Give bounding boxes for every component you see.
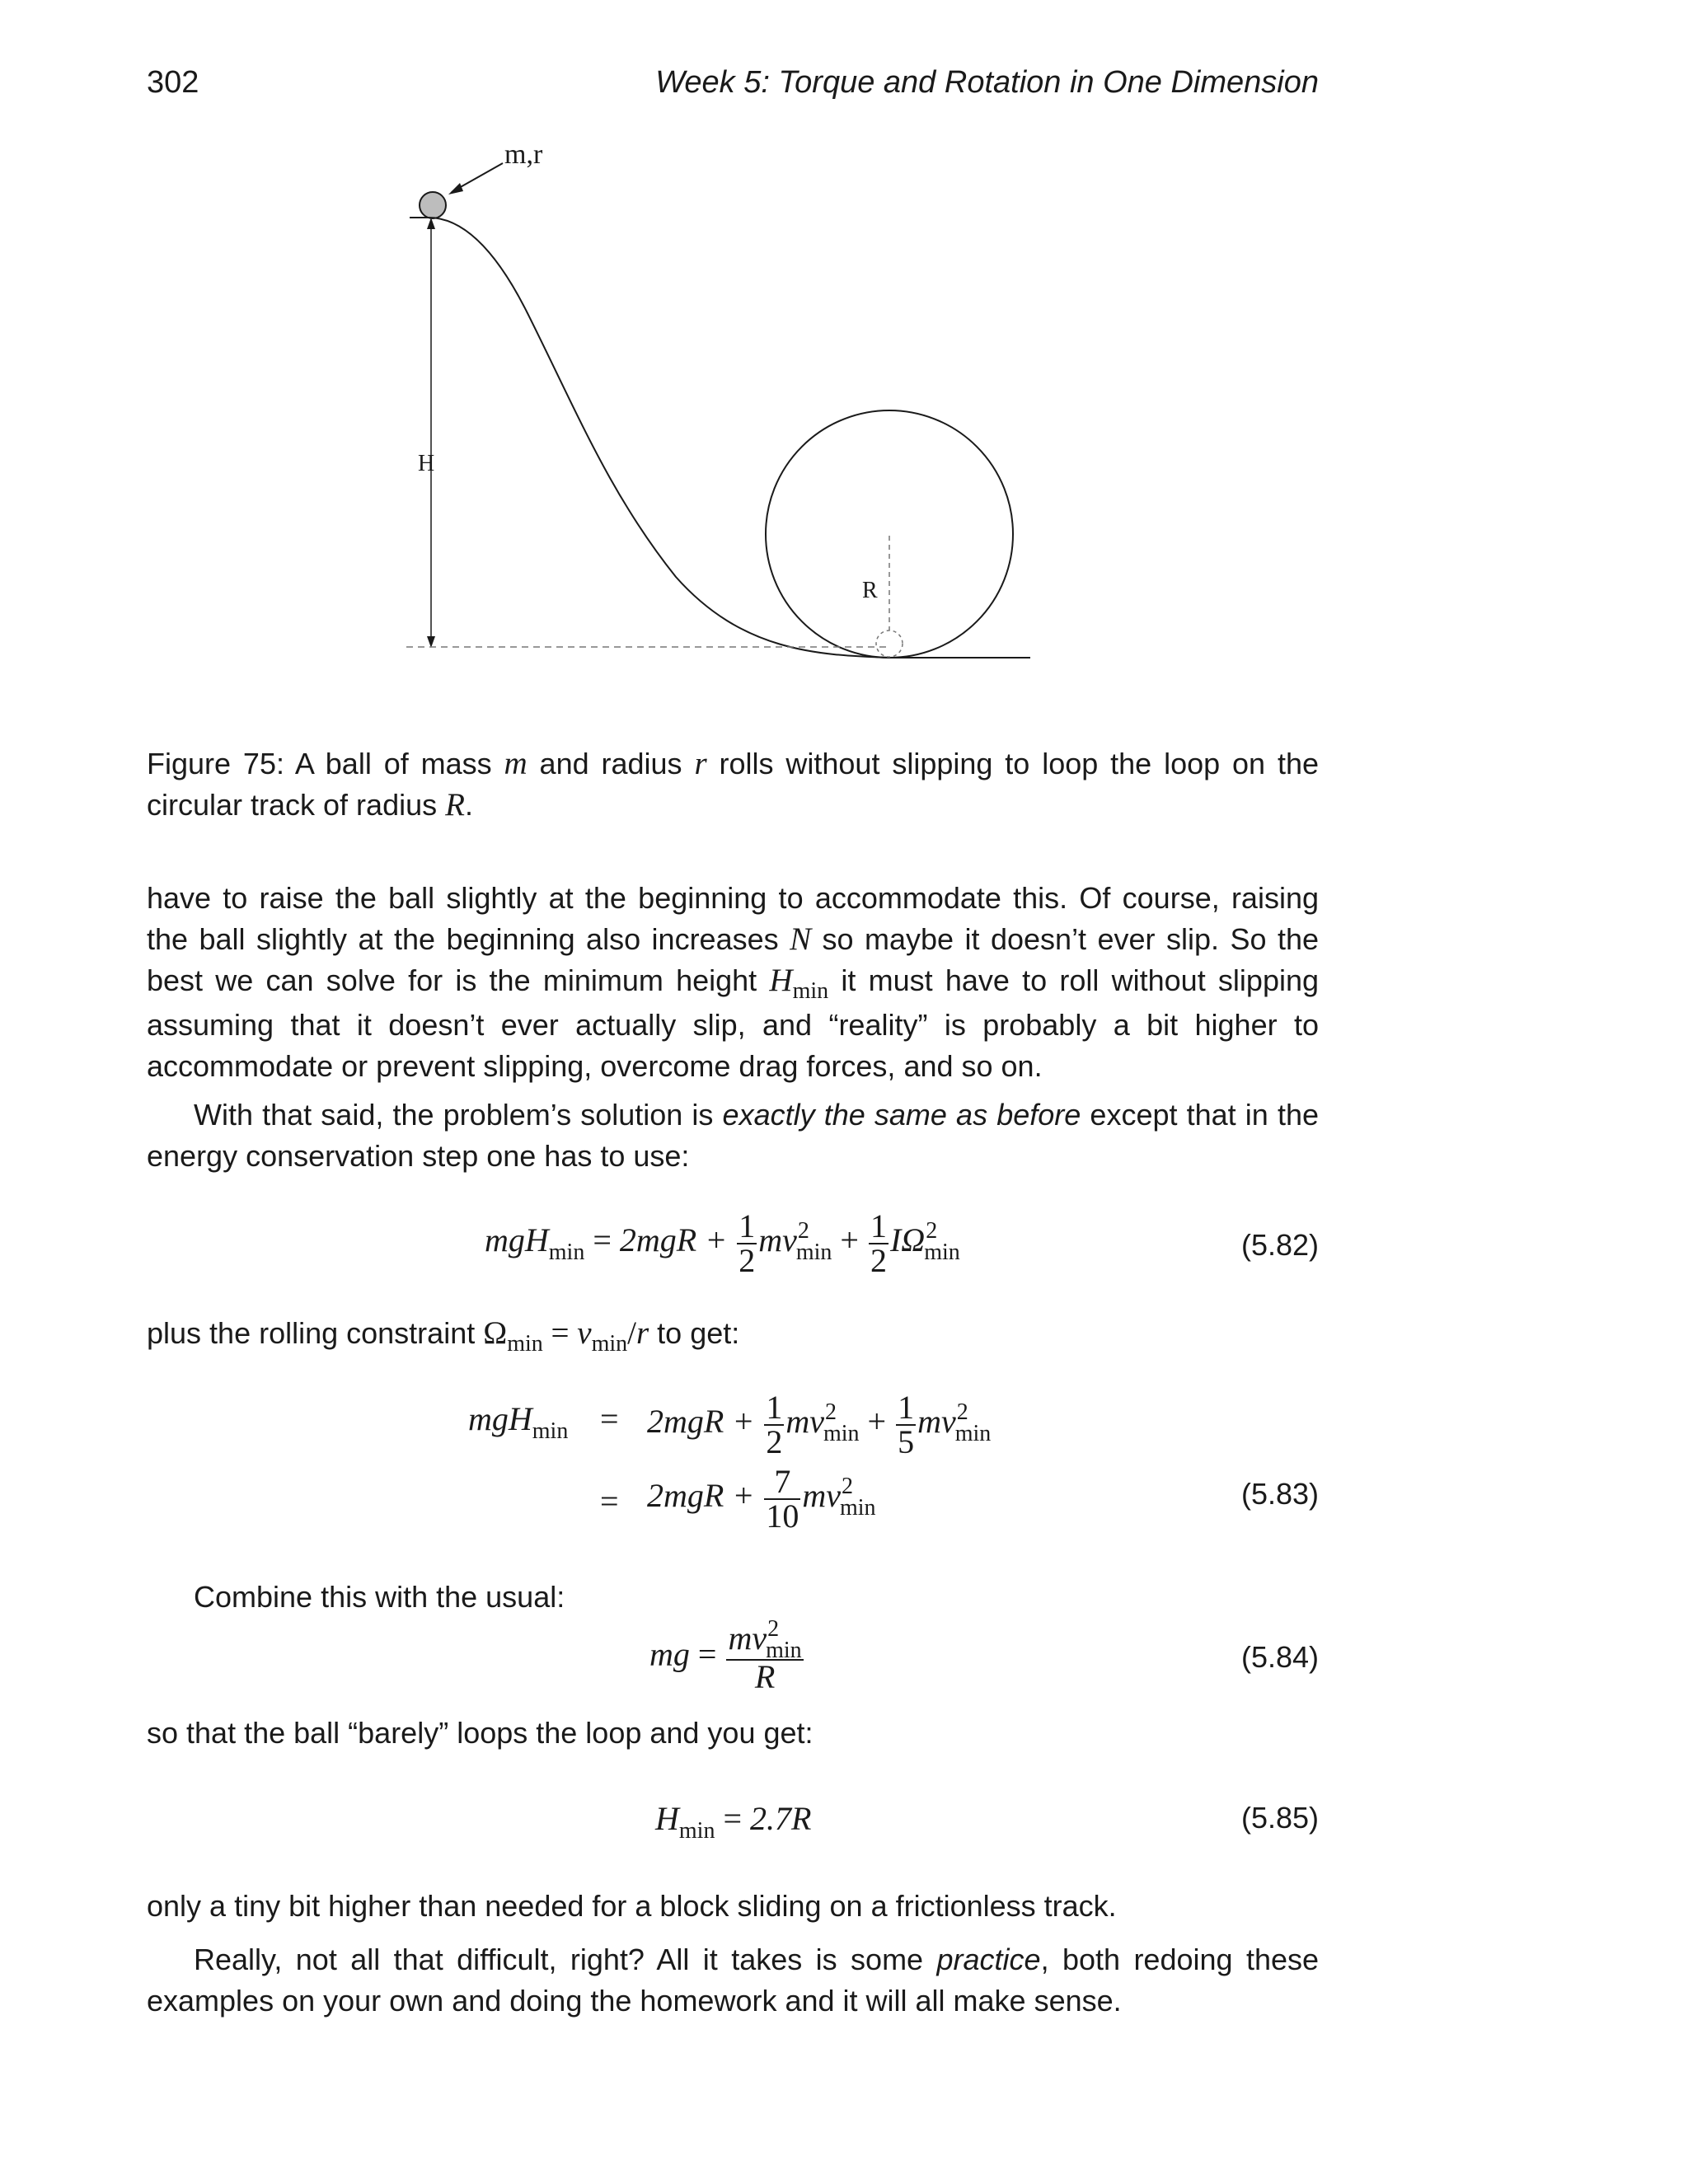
ball <box>420 192 446 218</box>
fraction-half: $\frac{1}{2}$ <box>738 1207 756 1279</box>
page-number: 302 <box>147 65 199 100</box>
equation-5-83-row1: 2mgR + $\frac{1}{2}$ $mv^2_{min}$ + $\frac{1}{5}$ $mv^2_{min}$ <box>647 1389 992 1460</box>
paragraph-6: only a tiny bit higher than needed for a block sliding on a frictionless track. <box>147 1889 1117 1923</box>
label-loop-radius: R <box>862 578 878 603</box>
equation-5-83-lhs: mgH$_{min}$ <box>468 1400 569 1444</box>
equation-number-5-82: (5.82) <box>1240 1228 1319 1262</box>
label-mass-radius: m,r <box>504 139 543 170</box>
equation-number-5-84: (5.84) <box>1240 1640 1319 1674</box>
equation-5-83-row2: 2mgR + $\frac{7}{10}$ $mv^2_{min}$ <box>647 1463 876 1535</box>
height-arrow-head-top <box>427 218 435 229</box>
paragraph-7: Really, not all that difficult, right? All it takes is some practice, both redoing these examples on your own and doing the homework and it will all make sense. <box>147 1943 1320 2018</box>
equation-5-82: mgH$_{min}$ = 2mgR + $\frac{1}{2}$ $mv^2_{min}$ + $\frac{1}{2}$ $I\Omega^2_{min}$ <box>485 1207 960 1279</box>
height-arrow-head-bottom <box>427 636 435 648</box>
equation-number-5-83: (5.83) <box>1240 1477 1319 1511</box>
equation-5-85: $H_{min} = 2.7R$ <box>655 1800 812 1844</box>
equation-5-83-eq2: = <box>600 1483 619 1520</box>
loop-the-loop-figure <box>0 0 1688 742</box>
equation-5-83-eq1: = <box>600 1400 619 1437</box>
ball-bottom-outline <box>876 630 903 657</box>
paragraph-5: so that the ball “barely” loops the loop and you get: <box>147 1716 814 1750</box>
fraction-mv2-over-R: $\frac{mv^2_{min}}{R}$ <box>728 1616 802 1695</box>
equation-5-84: mg = $\frac{mv^2_{min}}{R}$ <box>649 1616 802 1695</box>
paragraph-3: plus the rolling constraint $\Omega_{min} = v_{min}/r$ to get: <box>147 1315 740 1357</box>
figure-caption: Figure 75: A ball of mass m and radius r rolls without slipping to loop the loop on the circular track of radius R. <box>147 746 1319 823</box>
fraction-half-2: $\frac{1}{2}$ <box>870 1207 887 1279</box>
label-height: H <box>418 451 435 476</box>
equation-number-5-85: (5.85) <box>1240 1801 1319 1835</box>
ramp-track <box>410 218 1030 658</box>
running-title: Week 5: Torque and Rotation in One Dimension <box>655 65 1319 100</box>
paragraph-4: Combine this with the usual: <box>194 1580 565 1614</box>
paragraph-2: With that said, the problem’s solution is exactly the same as before except that in the energy conservation step one has to use: <box>147 1098 1319 1173</box>
paragraph-1: have to raise the ball slightly at the beginning to accommodate this. Of course, raising the ball slightly at the beginning also increases N so maybe it doesn’t ever slip. So the best we can solve for is the minimum height $H_{min}$ it must have to roll without slipping assuming that it doesn’t ever actually slip, and “reality” is probably a bit higher to accommodate or prevent slipping, overcome drag forces, and so on. <box>147 881 1320 1083</box>
label-arrow-head <box>448 183 463 194</box>
